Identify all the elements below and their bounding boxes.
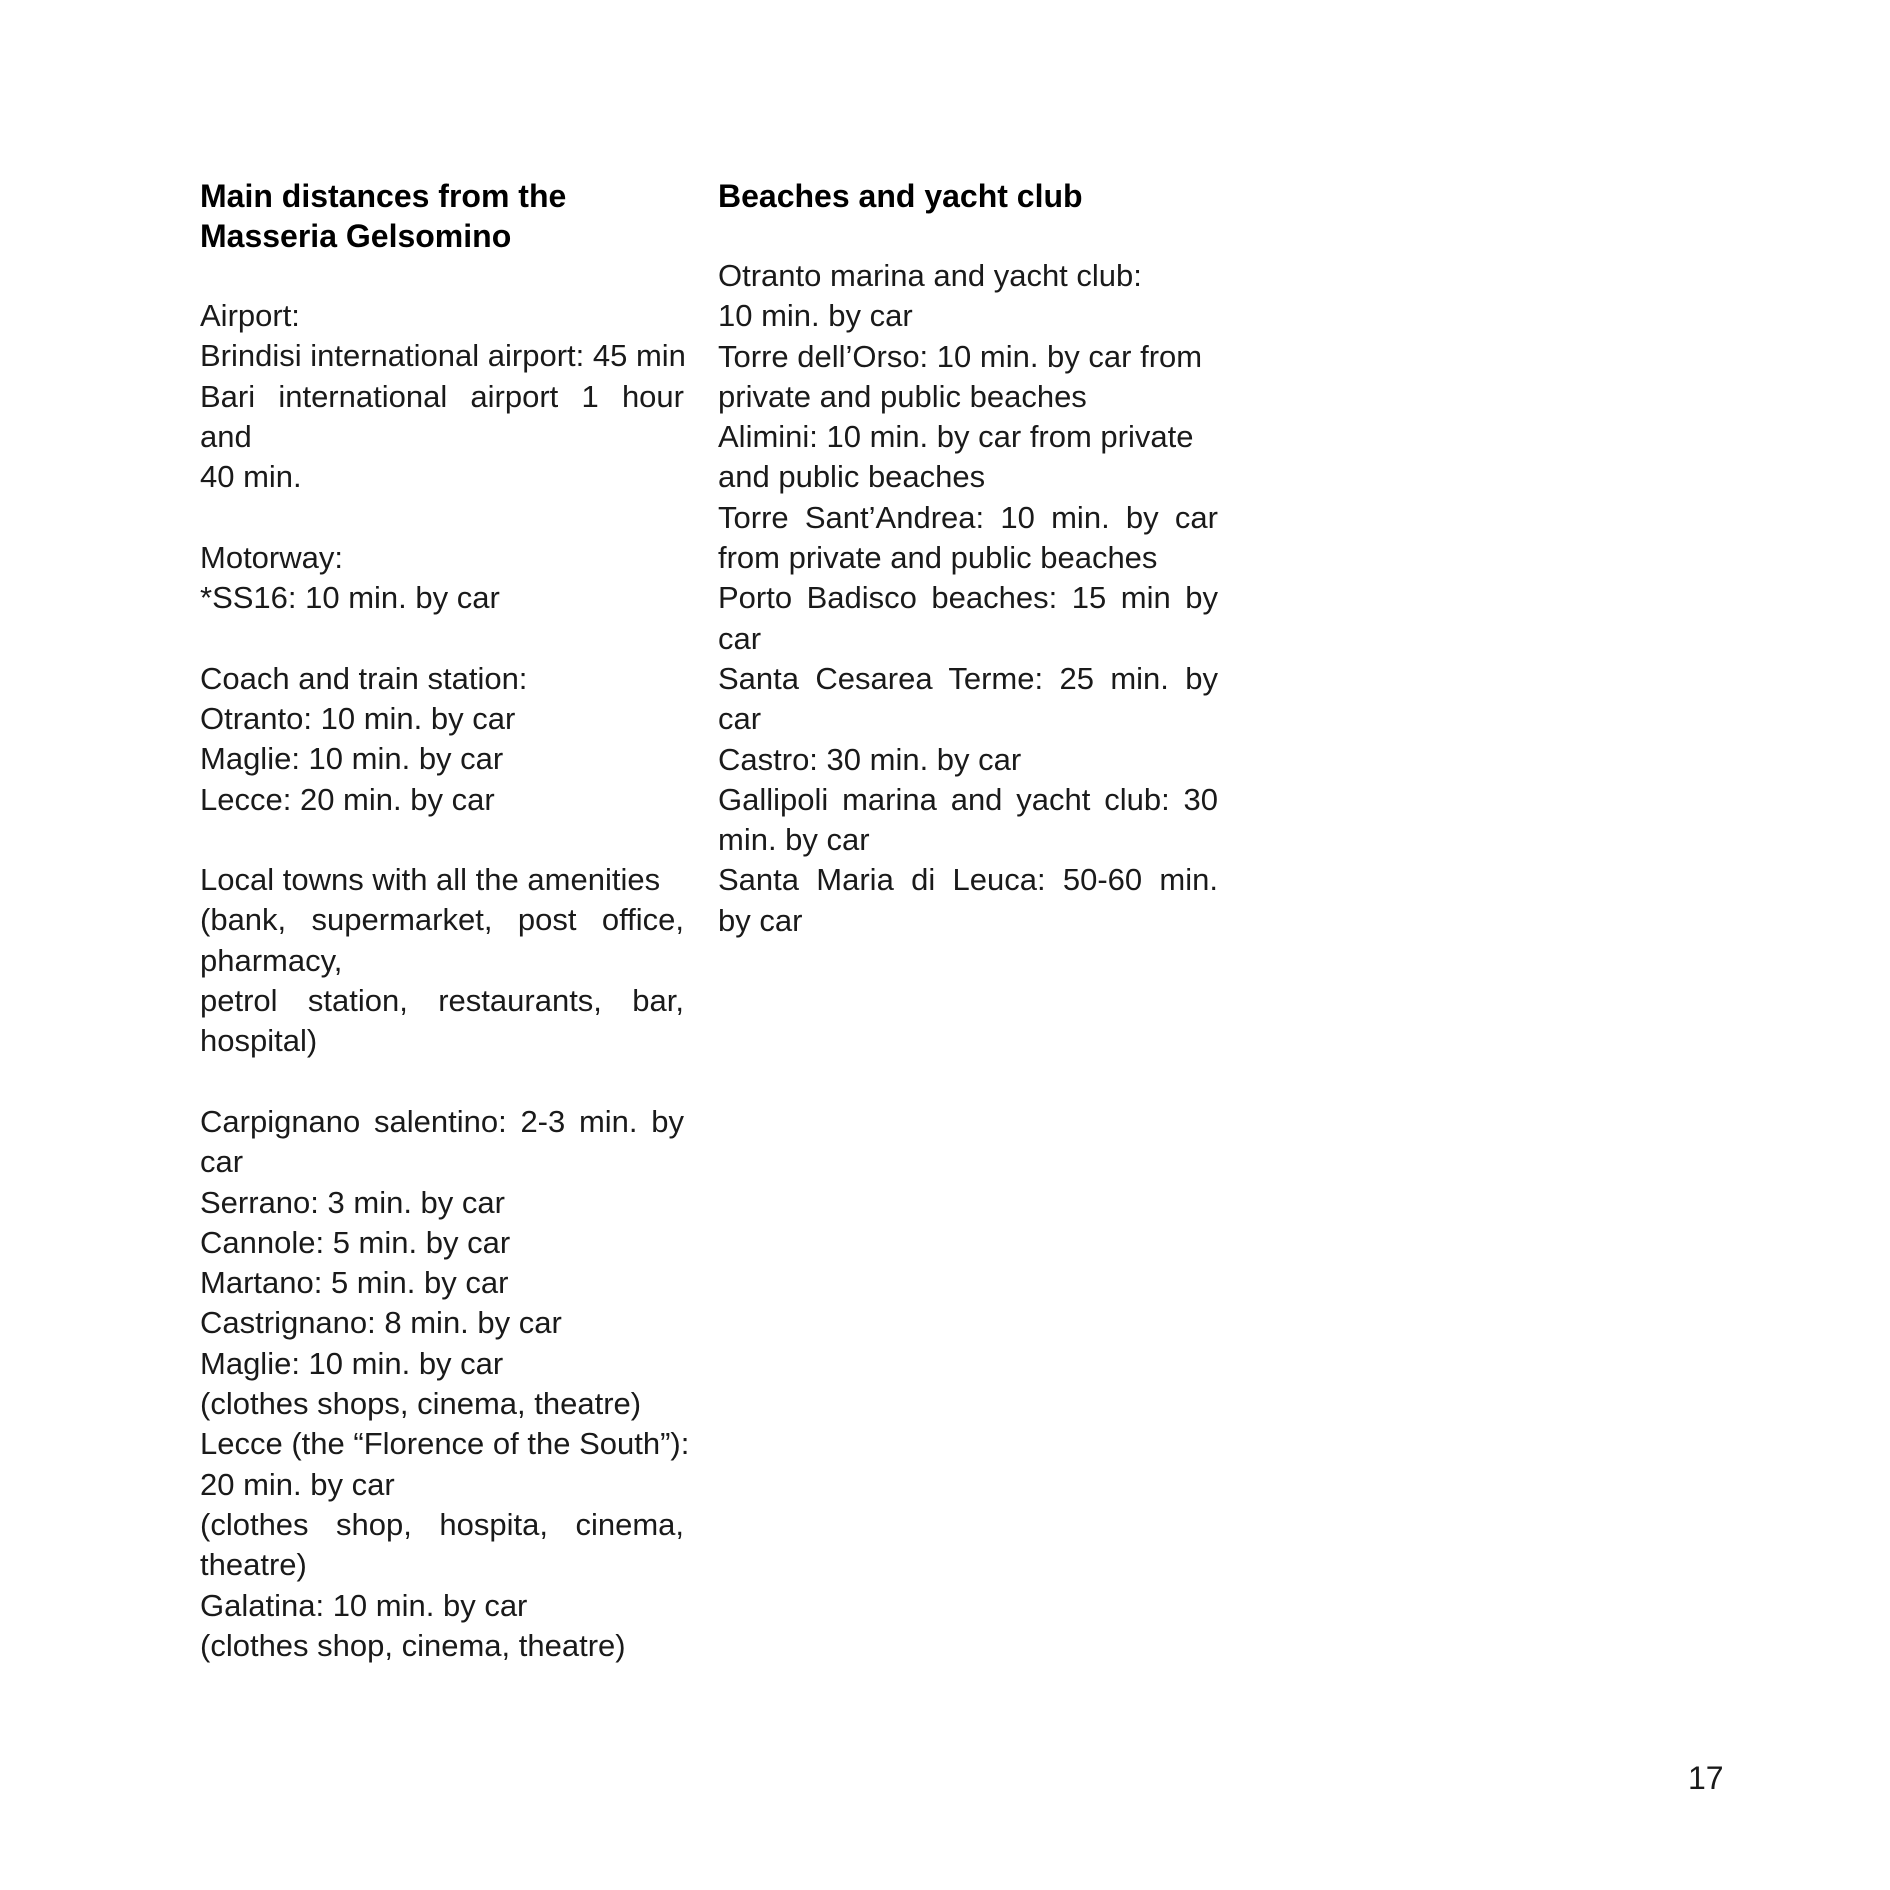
- text-line: Martano: 5 min. by car: [200, 1265, 509, 1301]
- blank-line: [200, 618, 684, 658]
- text-line: Castro: 30 min. by car: [718, 741, 1022, 777]
- text-line: Galatina: 10 min. by car: [200, 1587, 528, 1623]
- text-line: Maglie: 10 min. by car: [200, 741, 504, 777]
- text-line: Torre Sant’Andrea: 10 min. by car: [718, 499, 1218, 535]
- text-line: (bank, supermarket, post office,: [200, 902, 684, 938]
- text-line: min. by car: [718, 822, 870, 858]
- text-line: Alimini: 10 min. by car from private: [718, 419, 1194, 455]
- right-column: [718, 176, 1218, 941]
- text-line: car: [718, 701, 762, 737]
- text-line: from private and public beaches: [718, 540, 1158, 576]
- text-line: Lecce (the “Florence of the South”):: [200, 1426, 690, 1462]
- text-line: car: [718, 620, 762, 656]
- text-line: private and public beaches: [718, 378, 1087, 414]
- text-line: 40 min.: [200, 459, 302, 495]
- text-line: Carpignano salentino: 2-3 min. by: [200, 1103, 684, 1139]
- blank-line: [200, 497, 684, 537]
- text-line: 10 min. by car: [718, 298, 913, 334]
- text-line: (clothes shop, hospita, cinema,: [200, 1506, 684, 1542]
- text-line: Otranto marina and yacht club:: [718, 258, 1142, 293]
- text-line: (clothes shops, cinema, theatre): [200, 1386, 642, 1422]
- right-column-body: [718, 256, 1218, 941]
- text-line: *SS16: 10 min. by car: [200, 580, 500, 616]
- text-line: theatre): [200, 1547, 307, 1583]
- text-line: Castrignano: 8 min. by car: [200, 1305, 562, 1341]
- text-line: and public beaches: [718, 459, 986, 495]
- text-line: Motorway:: [200, 539, 343, 575]
- blank-line: [200, 820, 684, 860]
- right-heading-line: Beaches and yacht club: [718, 178, 1083, 214]
- left-column-heading: [200, 176, 684, 256]
- text-line: car: [200, 1144, 244, 1180]
- page-number: 17: [1688, 1760, 1724, 1796]
- text-line: Serrano: 3 min. by car: [200, 1184, 505, 1220]
- text-line: Cannole: 5 min. by car: [200, 1224, 511, 1260]
- text-line: Otranto: 10 min. by car: [200, 700, 516, 736]
- text-line: hospital): [200, 1023, 318, 1059]
- text-line: Airport:: [200, 298, 300, 333]
- text-line: Gallipoli marina and yacht club: 30: [718, 781, 1218, 817]
- text-line: pharmacy,: [200, 942, 343, 978]
- text-line: Santa Maria di Leuca: 50-60 min.: [718, 862, 1218, 898]
- text-line: Torre dell’Orso: 10 min. by car from: [718, 338, 1203, 374]
- text-line: Santa Cesarea Terme: 25 min. by: [718, 660, 1218, 696]
- left-heading-line: Masseria Gelsomino: [200, 218, 512, 254]
- text-line: Local towns with all the amenities: [200, 862, 661, 898]
- text-line: Lecce: 20 min. by car: [200, 781, 495, 817]
- left-heading-line: Main distances from the: [200, 178, 567, 214]
- text-line: petrol station, restaurants, bar,: [200, 983, 684, 1019]
- right-column-heading: [718, 176, 1218, 216]
- text-line: (clothes shop, cinema, theatre): [200, 1627, 626, 1663]
- text-line: by car: [718, 902, 803, 938]
- text-line: Coach and train station:: [200, 660, 528, 696]
- blank-line: [200, 1062, 684, 1102]
- left-column: [200, 176, 690, 1666]
- left-column-body: [200, 296, 690, 1666]
- text-line: Porto Badisco beaches: 15 min by: [718, 580, 1218, 616]
- text-line: 20 min. by car: [200, 1466, 395, 1502]
- text-line: Brindisi international airport: 45 min: [200, 338, 686, 374]
- text-line: Maglie: 10 min. by car: [200, 1345, 504, 1381]
- text-line: Bari international airport 1 hour and: [200, 378, 684, 454]
